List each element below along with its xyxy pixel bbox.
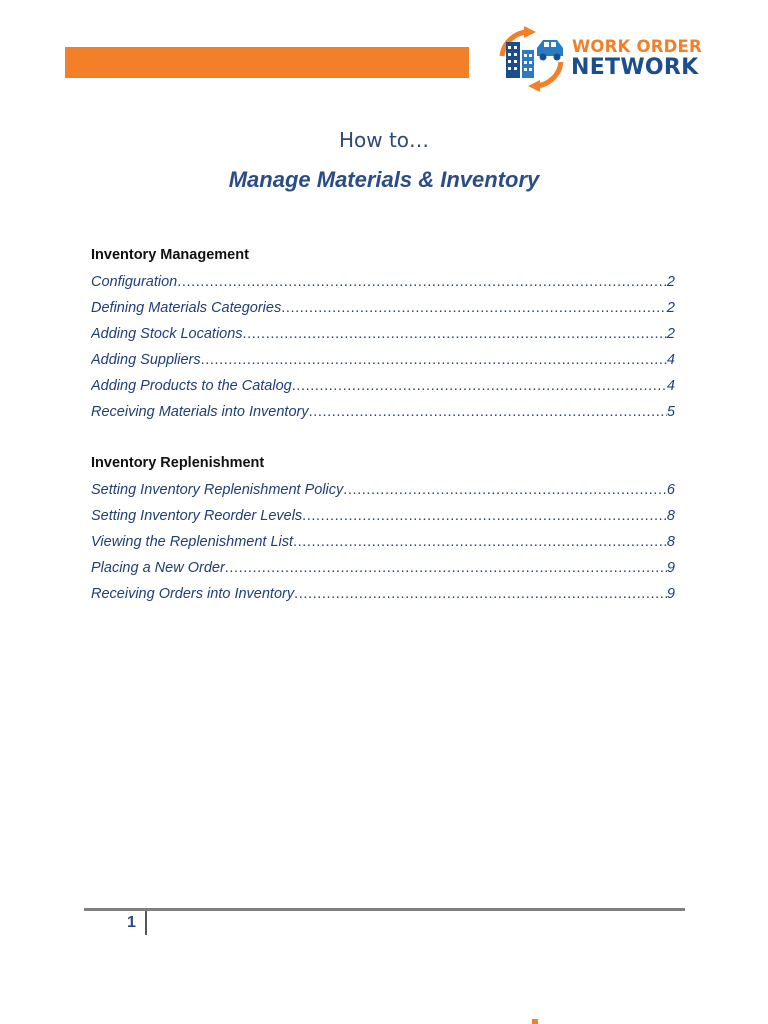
toc-entry[interactable]: [91, 480, 675, 506]
toc-entry[interactable]: [91, 402, 675, 428]
toc-entry-page: 2: [666, 300, 675, 316]
toc-entry[interactable]: [91, 532, 675, 558]
toc-dot-leader: [294, 584, 667, 604]
footer-rule: [84, 908, 685, 911]
toc-section-heading: Inventory Replenishment: [91, 455, 265, 471]
toc-entry[interactable]: [91, 272, 675, 298]
toc-entry[interactable]: [91, 506, 675, 532]
toc-entry-label: Adding Suppliers: [91, 352, 201, 368]
toc-entry[interactable]: [91, 324, 675, 350]
toc-entry-page: 9: [666, 586, 675, 602]
toc-entry-label: Defining Materials Categories: [91, 300, 282, 316]
toc-dot-leader: [302, 506, 667, 526]
toc-entry-page: 4: [666, 352, 675, 368]
toc-dot-leader: [309, 402, 667, 422]
header-accent-bar: [65, 47, 469, 78]
toc-entry-label: Receiving Materials into Inventory: [91, 404, 309, 420]
building-cycle-logo-icon: [495, 26, 567, 92]
toc-entry-label: Viewing the Replenishment List: [91, 534, 294, 550]
toc-entry-label: Setting Inventory Reorder Levels: [91, 508, 303, 524]
toc-dot-leader: [292, 376, 667, 396]
toc-dot-leader: [225, 558, 667, 578]
toc-entry-page: 5: [666, 404, 675, 420]
toc-entry-page: 9: [666, 560, 675, 576]
toc-entry-label: Receiving Orders into Inventory: [91, 586, 295, 602]
toc-dot-leader: [293, 532, 667, 552]
document-kicker: How to…: [338, 128, 430, 152]
toc-entry-label: Setting Inventory Replenishment Policy: [91, 482, 344, 498]
toc-section-inventory-replenishment: [91, 454, 675, 610]
toc-entry-page: 2: [666, 274, 675, 290]
document-title: Manage Materials & Inventory: [228, 167, 540, 192]
toc-dot-leader: [201, 350, 667, 370]
toc-entry-label: Configuration: [91, 274, 178, 290]
toc-dot-leader: [177, 272, 667, 292]
work-order-network-logo: [495, 26, 710, 92]
toc-entry[interactable]: [91, 558, 675, 584]
page-number: 1: [127, 914, 136, 931]
toc-entry[interactable]: [91, 298, 675, 324]
corner-accent-mark: [532, 1019, 538, 1024]
toc-entry-label: Placing a New Order: [91, 560, 225, 576]
toc-entry[interactable]: [91, 376, 675, 402]
toc-entry-page: 4: [666, 378, 675, 394]
page-number-divider: [145, 911, 147, 935]
toc-section-heading: Inventory Management: [91, 247, 249, 263]
toc-section-inventory-management: [91, 246, 675, 428]
toc-entry[interactable]: [91, 584, 675, 610]
toc-entry-page: 2: [666, 326, 675, 342]
logo-text-line1: WORK ORDER: [572, 37, 702, 56]
toc-entry-page: 8: [666, 508, 675, 524]
toc-entry-label: Adding Stock Locations: [91, 326, 243, 342]
logo-text-line2: NETWORK: [571, 55, 699, 80]
toc-entry-page: 6: [666, 482, 675, 498]
toc-dot-leader: [281, 298, 667, 318]
toc-dot-leader: [243, 324, 667, 344]
toc-entry-label: Adding Products to the Catalog: [91, 378, 292, 394]
toc-dot-leader: [343, 480, 667, 500]
toc-entry-page: 8: [666, 534, 675, 550]
toc-entry[interactable]: [91, 350, 675, 376]
